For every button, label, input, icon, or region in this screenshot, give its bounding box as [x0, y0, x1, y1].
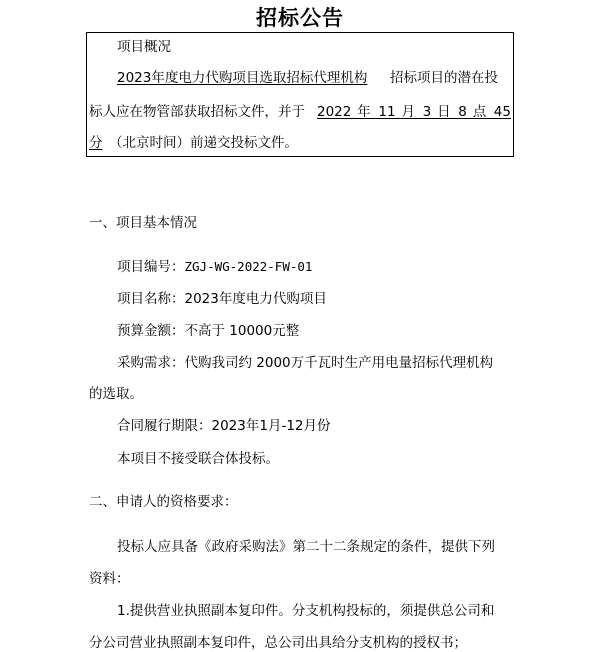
- overview-heading: 项目概况: [117, 39, 171, 55]
- qualification-item1-line1: 1.提供营业执照副本复印件。分支机构投标的，须提供总公司和: [117, 603, 495, 619]
- overview-line3-text: （北京时间）前递交投标文件。: [109, 135, 298, 151]
- section1-heading: 一、项目基本情况: [89, 215, 197, 231]
- qualification-item1-line2: 分公司营业执照副本复印件，总公司出具给分支机构的授权书；: [89, 635, 467, 651]
- project-number-row: [117, 258, 312, 276]
- project-number-value: ZGJ-WG-2022-FW-01: [184, 259, 313, 274]
- deadline-minute: 分: [89, 135, 103, 151]
- budget-row: 预算金额：不高于 10000元整: [117, 323, 300, 339]
- project-number-label: 项目编号：: [117, 259, 185, 275]
- deadline-datetime: 2022 年 11 月 3 日 8 点 45: [317, 104, 511, 120]
- overview-line2-text: 标人应在物管部获取招标文件，并于: [89, 104, 305, 120]
- section2-heading: 二、申请人的资格要求：: [89, 494, 238, 510]
- page-title: 招标公告: [256, 6, 344, 30]
- consortium-row: 本项目不接受联合体投标。: [117, 451, 279, 467]
- project-name-link: 2023年度电力代购项目选取招标代理机构: [117, 70, 368, 86]
- overview-line1-text: 招标项目的潜在投: [390, 70, 498, 86]
- demand-row-line2: 的选取。: [89, 386, 143, 402]
- contract-period-row: 合同履行期限：2023年1月-12月份: [117, 418, 331, 434]
- qualification-intro-line1: 投标人应具备《政府采购法》第二十二条规定的条件，提供下列: [117, 539, 495, 555]
- project-name-row: 项目名称：2023年度电力代购项目: [117, 291, 327, 307]
- qualification-intro-line2: 资料：: [89, 571, 130, 587]
- demand-row-line1: 采购需求：代购我司约 2000万千瓦时生产用电量招标代理机构: [117, 355, 494, 371]
